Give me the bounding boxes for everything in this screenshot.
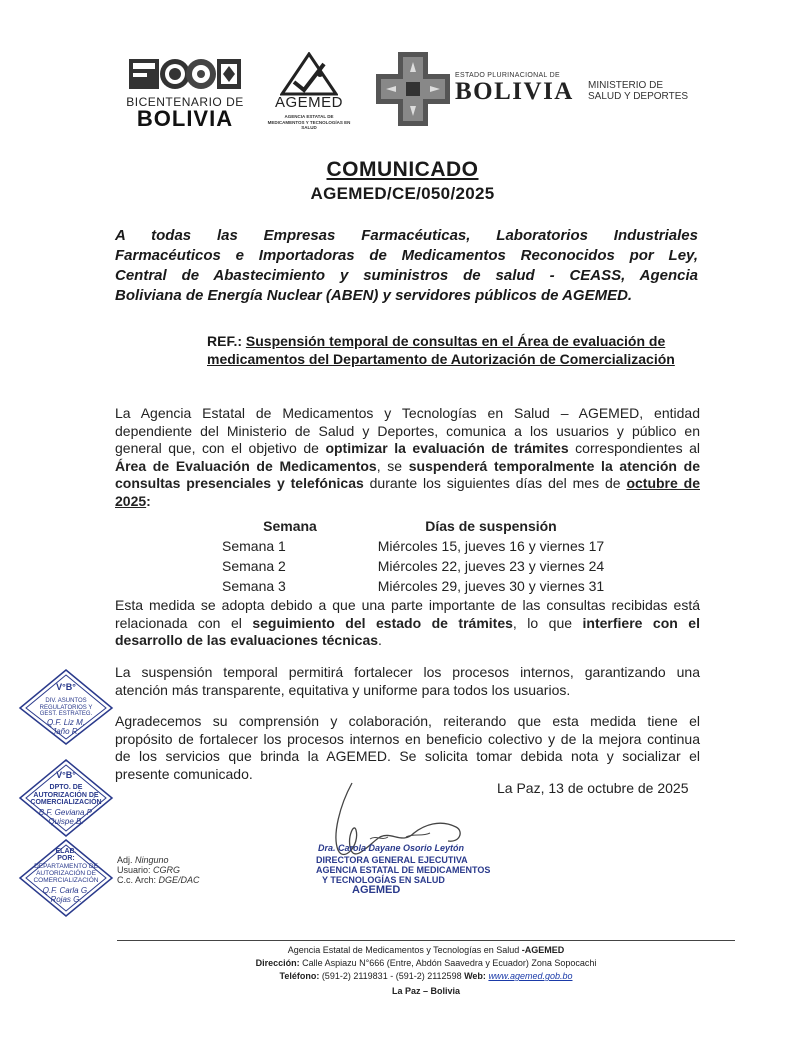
page-title: COMUNICADO: [326, 158, 479, 181]
stamp-vobo-label: V°B°: [56, 770, 76, 780]
p3-line: atención más transparente, equitativa y uniforme para todos los usuarios.: [115, 681, 571, 698]
place-date: La Paz, 13 de octubre de 2025: [497, 780, 689, 796]
stamp-body: DEPARTAMENTO DE AUTORIZACIÓN DE COMERCIALIZACIÓN: [33, 863, 99, 884]
stamp-body: DIV. ASUNTOS REGULATORIOS Y GEST. ESTRATEG.: [39, 698, 93, 717]
p2-line: relacionada con el seguimiento del estado de trámites, lo que interfiere con el: [115, 614, 700, 631]
estado-big: BOLIVIA: [455, 78, 574, 105]
footer-divider: [117, 940, 735, 941]
cc-value: DGE/DAC: [158, 875, 200, 885]
bicentenario-emblem-icon: [129, 55, 241, 91]
table-row: [214, 576, 616, 596]
ministerio-line1: MINISTERIO DE: [588, 80, 664, 91]
p1-line: general que, con el objetivo de optimizar la evaluación de trámites correspondientes al: [115, 440, 700, 456]
paragraph-1: [115, 405, 700, 510]
footer-phone: Teléfono: (591-2) 2119831 - (591-2) 2112598 Web: www.agemed.gob.bo: [279, 971, 573, 981]
stamp-elaborado-por: [18, 838, 114, 918]
estado-plurinacional: [455, 72, 575, 105]
paragraph-3: [115, 664, 700, 699]
agemed-logo: [266, 52, 352, 130]
p4-line: propósito de fortalecer los procesos internos en beneficio colectivo y de la mejora continua: [115, 730, 700, 747]
cc-label: C.c. Arch:: [117, 875, 157, 885]
p4-line: presente comunicado.: [115, 765, 253, 782]
adj-value: Ninguno: [135, 855, 169, 865]
adj-label: Adj.: [117, 855, 133, 865]
p1-line: Área de Evaluación de Medicamentos, se suspenderá temporalmente la atención de: [115, 457, 700, 474]
table-row: [214, 536, 616, 556]
p2-line: desarrollo de las evaluaciones técnicas.: [115, 632, 382, 648]
ministerio-line2: SALUD Y DEPORTES: [588, 91, 689, 102]
signature-block: [310, 775, 491, 900]
table-row: [214, 556, 616, 576]
p4-line: Agradecemos su comprensión y colaboración, reiterando que esta medida tiene el: [115, 713, 700, 729]
p3-line: La suspensión temporal permitirá fortalecer los procesos internos, garantizando una: [115, 664, 700, 680]
estado-emblem-icon: [376, 52, 450, 126]
stamp-vobo-label: V°B°: [56, 682, 76, 692]
stamp-elab-label: ELAB. POR:: [55, 848, 77, 862]
week-cell: Semana 3: [222, 578, 286, 594]
stamp-signer: B.F. Geviana P. Quispe B.: [38, 808, 94, 826]
suspension-schedule-table: [214, 516, 616, 596]
footer-address: Dirección: Calle Aspiazu N°666 (Entre, Abdón Saavedra y Ecuador) Zona Sopocachi: [255, 958, 597, 968]
ref-line1: Suspensión temporal de consultas en el Área de evaluación de: [245, 333, 666, 349]
usuario-label: Usuario:: [117, 865, 151, 875]
agemed-logo-sub: AGENCIA ESTATAL DE MEDICAMENTOS Y TECNOLOGÍAS EN SALUD: [267, 114, 351, 130]
days-cell: Miércoles 15, jueves 16 y viernes 17: [377, 538, 605, 554]
week-cell: Semana 2: [222, 558, 286, 574]
signer-name: Dra. Carola Dayane Osorio Leytón: [318, 843, 465, 853]
p2-line: Esta medida se adopta debido a que una parte importante de las consultas recibidas está: [115, 597, 700, 613]
addressee-line: Farmacéuticos e Importadoras de Medicamentos Reconocidos por Ley,: [115, 247, 698, 264]
week-cell: Semana 1: [222, 538, 286, 554]
signer-org-2: Y TECNOLOGÍAS EN SALUD: [322, 875, 445, 885]
usuario-value: CGRG: [153, 865, 181, 875]
addressee-line: Central de Abastecimiento y suministros de salud - CEASS, Agencia: [115, 267, 698, 284]
ministerio: [588, 80, 688, 102]
reference: [207, 332, 697, 368]
bicentenario-line1: BICENTENARIO DE: [126, 95, 244, 109]
days-cell: Miércoles 29, jueves 30 y viernes 31: [377, 578, 605, 594]
table-header-row: [214, 516, 616, 536]
signer-org: AGENCIA ESTATAL DE MEDICAMENTOS: [316, 865, 491, 875]
p1-line: La Agencia Estatal de Medicamentos y Tecnologías en Salud – AGEMED, entidad: [115, 405, 700, 421]
p1-line: 2025:: [115, 492, 151, 509]
document-code: AGEMED/CE/050/2025: [310, 184, 495, 203]
stamp-vobo-asuntos-regulatorios: [18, 668, 114, 746]
bicentenario-logo: [125, 55, 245, 131]
stamp-signer: Q.F. Carla G. Rojas G.: [42, 886, 90, 904]
bicentenario-line2: BOLIVIA: [136, 106, 234, 131]
paragraph-4: [115, 713, 700, 783]
p4-line: de los servicios que brinda la AGEMED. Se solicita tomar debida nota y socializar el: [115, 748, 700, 764]
addressee-line: Boliviana de Energía Nuclear (ABEN) y servidores públicos de AGEMED.: [115, 287, 633, 304]
addressee: [115, 226, 698, 306]
column-header-week: Semana: [263, 518, 317, 534]
stamp-body: DPTO. DE AUTORIZACIÓN DE COMERCIALIZACIÓN: [30, 784, 102, 806]
p1-line: consultas presenciales y telefónicas durante los siguientes días del mes de octubre de: [115, 475, 700, 491]
footer-web-link[interactable]: www.agemed.gob.bo: [488, 971, 573, 981]
footer-line1: Agencia Estatal de Medicamentos y Tecnologías en Salud -AGEMED: [287, 945, 565, 955]
footer-city: La Paz – Bolivia: [391, 986, 461, 996]
ref-label: REF.:: [207, 333, 242, 349]
p1-line: dependiente del Ministerio de Salud y Deportes, comunica a los usuarios y público en: [115, 422, 700, 439]
ref-line2: medicamentos del Departamento de Autorización de Comercialización: [207, 351, 675, 367]
addressee-line: A todas las Empresas Farmacéuticas, Laboratorios Industriales: [115, 227, 698, 244]
agemed-triangle-icon: [280, 52, 338, 96]
stamp-vobo-autorizacion: [18, 758, 114, 838]
signer-title: DIRECTORA GENERAL EJECUTIVA: [316, 855, 468, 865]
signer-agemed: AGEMED: [352, 884, 401, 896]
agemed-logo-name: AGEMED: [274, 94, 343, 111]
column-header-days: Días de suspensión: [425, 518, 557, 534]
estado-small: ESTADO PLURINACIONAL DE: [455, 72, 560, 79]
stamp-signer: Q.F. Liz M. Jaño R.: [46, 718, 86, 736]
paragraph-2: [115, 597, 700, 650]
days-cell: Miércoles 22, jueves 23 y viernes 24: [377, 558, 605, 574]
document-references: [117, 855, 200, 885]
